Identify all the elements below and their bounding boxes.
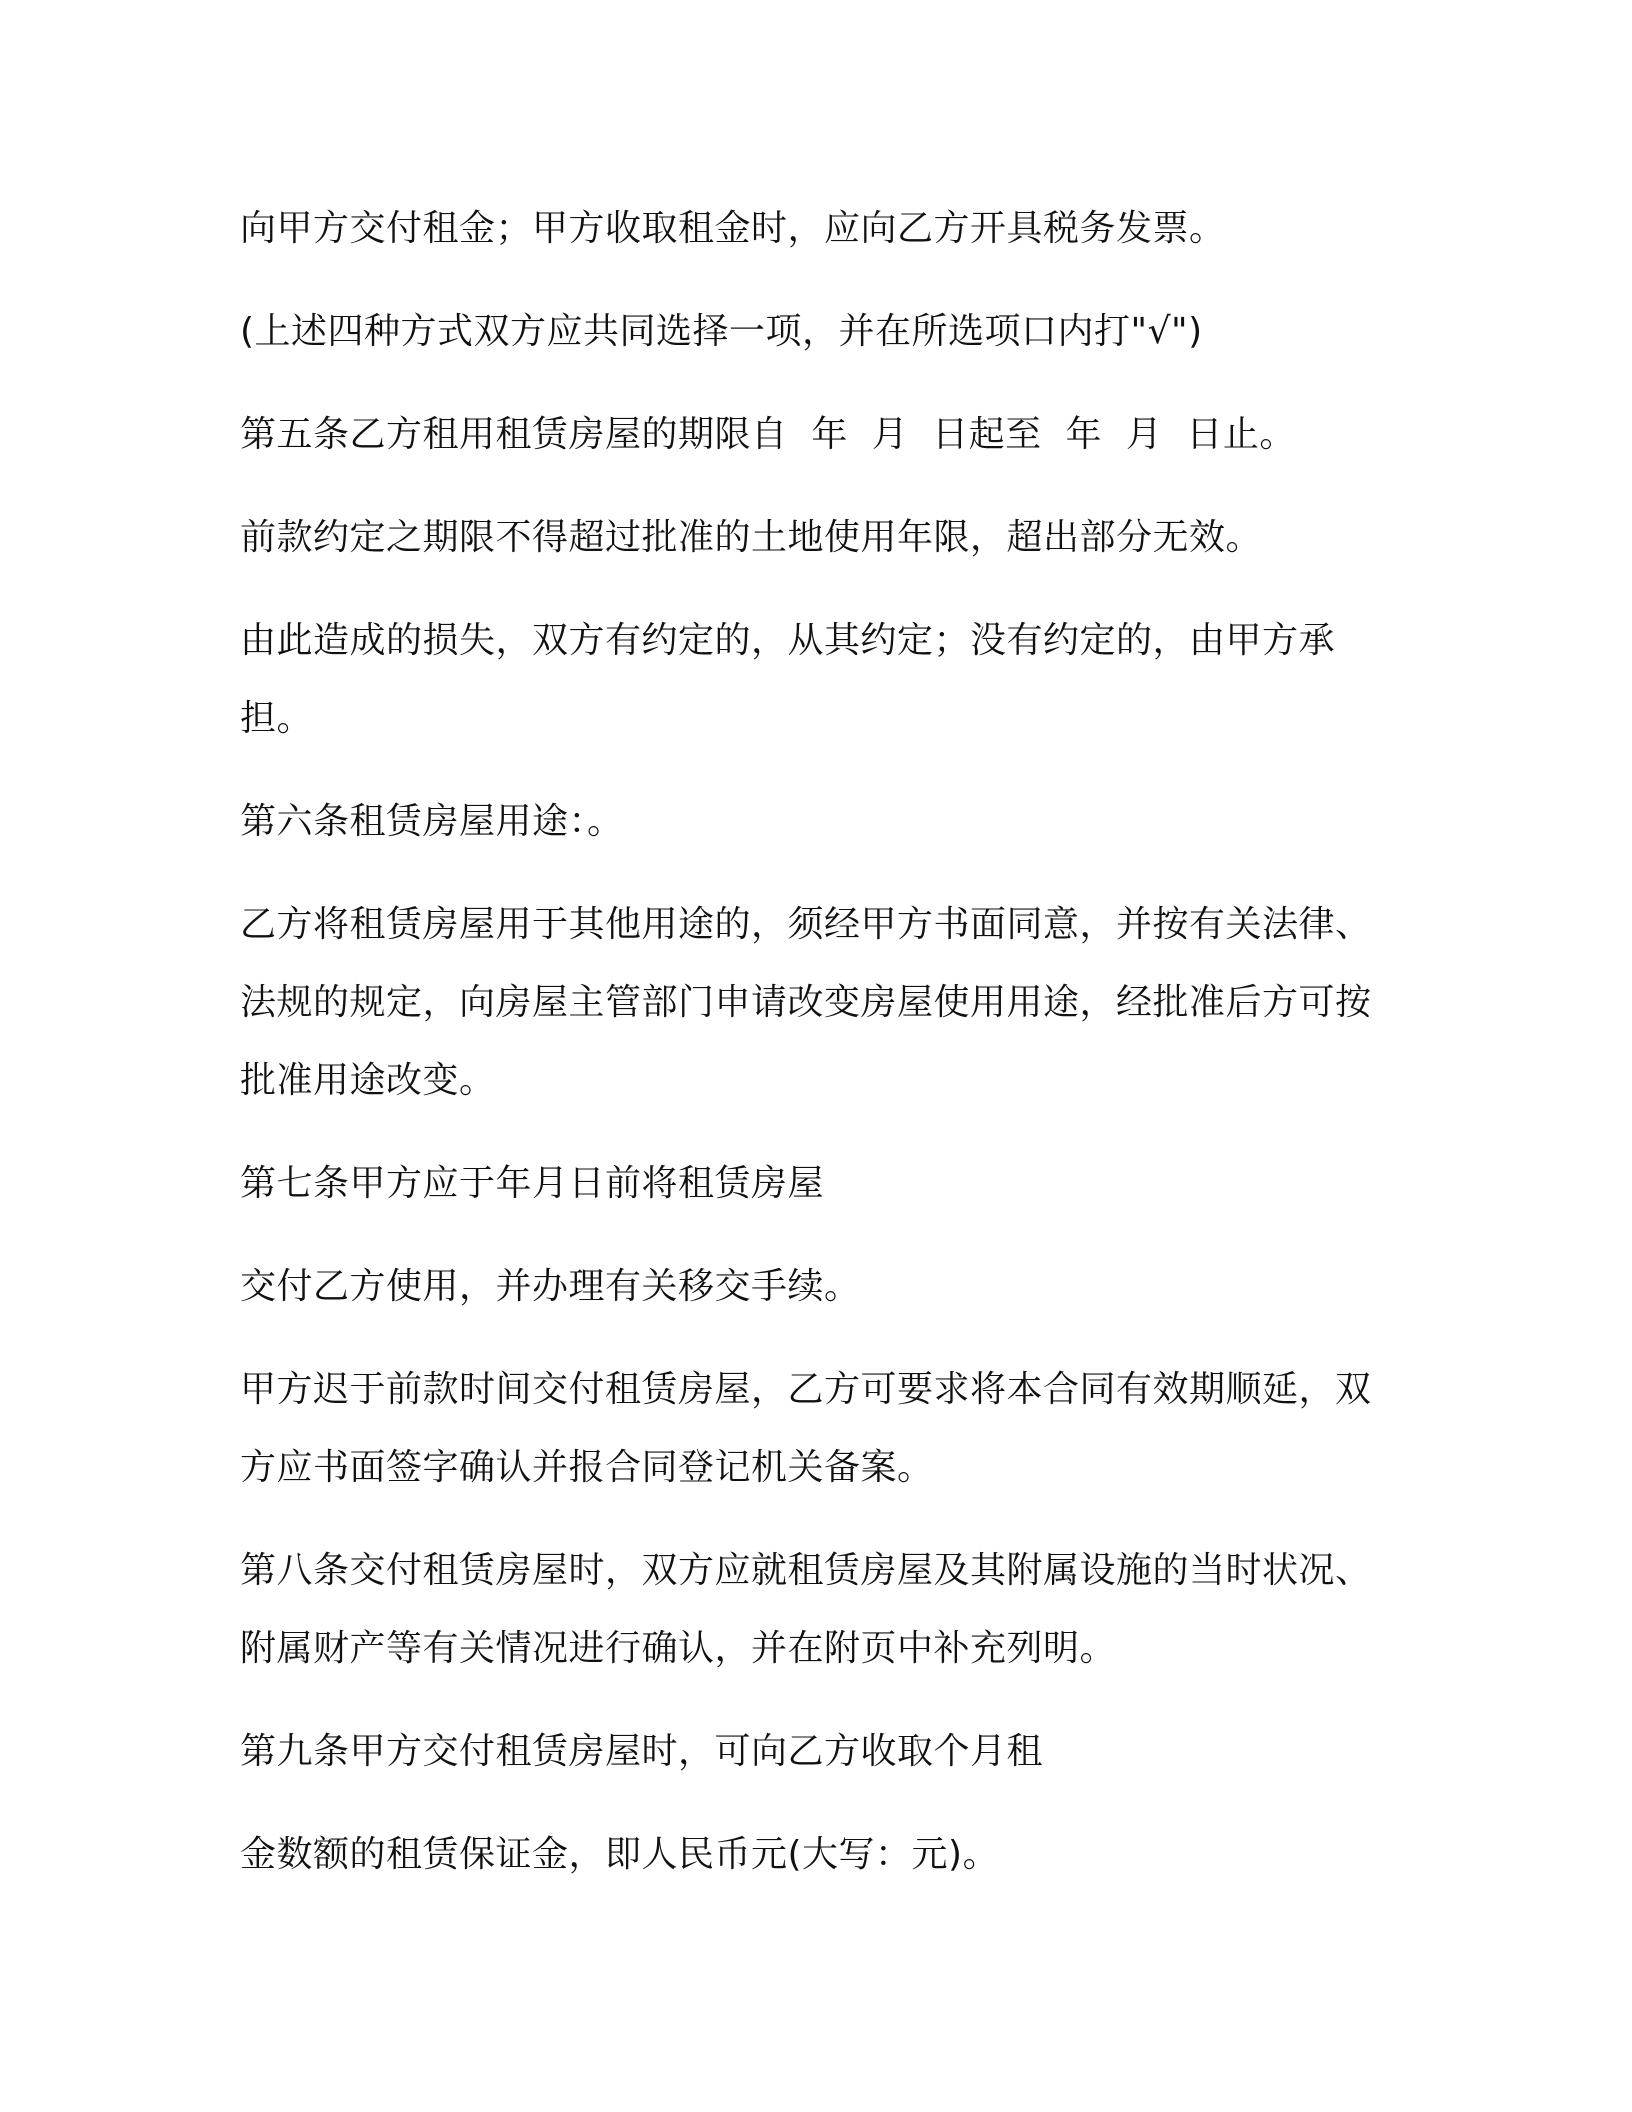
paragraph-payment-method-note: (上述四种方式双方应共同选择一项，并在所选项口内打"√") <box>240 311 1203 352</box>
paragraph-article-9-deposit: 第九条甲方交付租赁房屋时，可向乙方收取个月租 <box>240 1731 1044 1772</box>
paragraph-article-6-usage: 第六条租赁房屋用途：。 <box>240 801 624 842</box>
paragraph-loss-liability: 由此造成的损失，双方有约定的，从其约定；没有约定的，由甲方承担。 <box>240 620 1336 739</box>
paragraph-term-limit: 前款约定之期限不得超过批准的土地使用年限，超出部分无效。 <box>240 517 1263 558</box>
document-body <box>240 190 1390 1919</box>
paragraph-article-7-delivery-date: 第七条甲方应于年月日前将租赁房屋 <box>240 1163 825 1204</box>
paragraph-rent-payment: 向甲方交付租金；甲方收取租金时，应向乙方开具税务发票。 <box>240 208 1226 249</box>
paragraph-late-delivery: 甲方迟于前款时间交付租赁房屋，乙方可要求将本合同有效期顺延，双方应书面签字确认并报合同登记机关备案。 <box>240 1369 1372 1488</box>
paragraph-deposit-amount: 金数额的租赁保证金，即人民币元(大写：元)。 <box>240 1834 1000 1875</box>
paragraph-article-8-condition-confirmation: 第八条交付租赁房屋时，双方应就租赁房屋及其附属设施的当时状况、附属财产等有关情况进行确认，并在附页中补充列明。 <box>240 1550 1372 1669</box>
paragraph-handover-procedures: 交付乙方使用，并办理有关移交手续。 <box>240 1266 861 1307</box>
paragraph-usage-change: 乙方将租赁房屋用于其他用途的，须经甲方书面同意，并按有关法律、法规的规定，向房屋主管部门申请改变房屋使用用途，经批准后方可按批准用途改变。 <box>240 904 1372 1101</box>
paragraph-article-5-lease-term: 第五条乙方租用租赁房屋的期限自 年 月 日起至 年 月 日止。 <box>240 414 1296 455</box>
